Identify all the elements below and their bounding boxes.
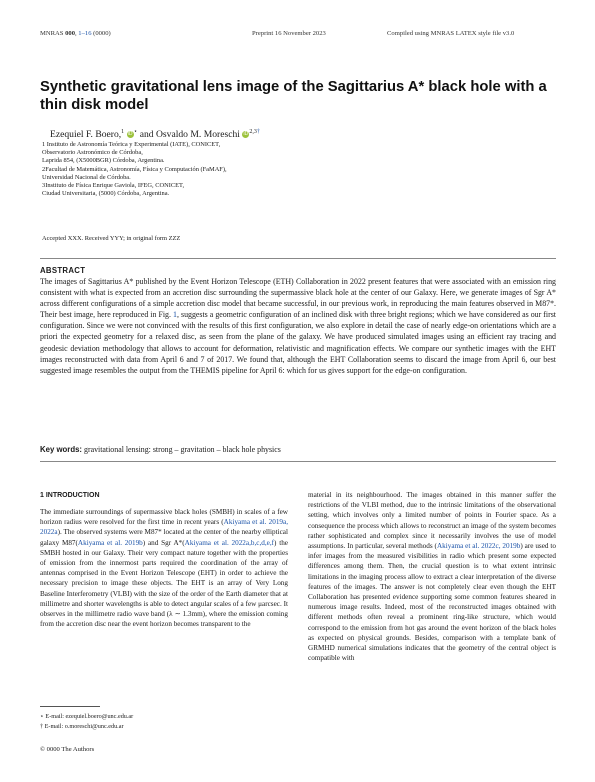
affiliation-line: Observatorio Astronómico de Córdoba, [42,149,143,157]
affiliation-line: 2Facultad de Matemática, Astronomía, Física y Computación (FaMAF), [42,165,227,173]
text-run: material in its neighbourhood. The images obtained in this manner suffer the restrictions of the VLBI method, due to the intrinsic limitations of the observational setting, which involves only a limited number of points in Fourier space. As a consequence the process which allows to reconstruct an image of the system becomes rather sophisticated and complex since it necessarily involves the use of model assumptions. In particular, several methods ( [308,491,556,551]
citation-link[interactable]: Akiyama et al. 2022c, 2019b [436,542,521,551]
abstract-body: The images of Sagittarius A* published by the Event Horizon Telescope (ETH) Collaboration in 2022 present features that were associated with an emission ring consistent with what is expected from an accretion disc surrounding the supermassive black hole at the center of our Galaxy. Here, we generate images of Sgr A* across different configurations of a simple accretion disc model that became successful, in our previous work, in reproducing the main features observed in M87*. Their best image, here reproduced in Fig. 1, suggests a geometric configuration of an inclined disk with three bright regions; which we have considered as our first configuration. Since we were not convinced with the results of this first configuration, we also explore in detail the case of nearly edge-on orientations which are a priori the expected geometry for a relaxed disc, as seen from the plane of the galaxy. We have produced simulated images using an efficient ray tracing and geodesic deviation methodology that allows to account for deformation, relativistic and magnification effects. We compare our synthetic images with the EHT images reconstructed with data from April 6 and 7 of 2017. We found that, although the EHT Collaboration seems to discard the image from April 6, our best suggested image resembles the output from the THEMIS pipeline for April 6: which for us gives support for the edge-on configuration. [40,277,556,375]
figure-link[interactable]: 1 [173,310,177,320]
affiliation-line: Laprida 854, (X5000BGR) Córdoba, Argentina. [42,157,165,165]
running-header-preprint: Preprint 16 November 2023 [252,30,326,37]
abstract-heading: ABSTRACT [40,266,86,275]
affiliation-line: 3Instituto de Física Enrique Gaviola, IFEG, CONICET, [42,182,185,190]
footnote: ⋆ E-mail: ezequiel.boero@unc.edu.ar [40,713,134,720]
citation-link[interactable]: Akiyama et al. 2019b [77,538,143,547]
text-run: ). The observed systems were M87* located at the center of the nearby elliptical galaxy M87( [40,528,288,547]
keywords: Key words: gravitational lensing: strong – gravitation – black hole physics [40,445,281,454]
paragraph [308,490,556,663]
running-header-journal: MNRAS 000, 1–16 (0000) [40,30,111,37]
copyright: © 0000 The Authors [40,746,95,753]
section-heading-introduction: 1 INTRODUCTION [40,492,100,499]
affiliation-line: Ciudad Universitaria, (5000) Córdoba, Argentina. [42,190,170,198]
affiliation-line: Universidad Nacional de Córdoba. [42,173,131,181]
text-run: ) the SMBH hosted in our Galaxy. Their very compact nature together with the properties of emission from the innermost parts required the coordination of the array of antennas comprised in the Event Horizon Telescope (EHT) in order to achieve the necessary precision to image these objects. The EHT is an array of Very Long Baseline Interferometry (VLBI) with the size of the order of the Earth diameter that at millimetre and shorter wavelengths is able to detect angular scales of a few μarcsec. It observes in the millimetre radio wave band (λ ∼ 1.3mm), where the emission coming from the accretion disc near the event horizon becomes transparent to the [40,538,288,629]
text-run: ) are used to infer images from the measured visibilities in radio which present some expected differences among them. Then, the crucial question is to what extent intrinsic limitations in the imaging process allow to extract a clear interpretation of the diverse features of the images. The answer is not completely clear even though the EHT Collaboration has presented evidence supporting some common features sheared in numerous image results. Indeed, most of the reconstructed images obtained with different methods often reveal a prominent ring-like structure, which would correspond to the emission from hot gas around the event horizon of the black holes as expected on physical grounds. Besides, comparison with a template bank of GRMHD numerical simulations indicates that the geometry of the central object is compatible with [308,542,556,663]
orcid-icon[interactable]: iD [127,131,133,138]
intro-right-column [308,490,556,663]
footnote-rule [40,706,100,707]
citation-link[interactable]: Akiyama et al. 2019a, 2022a [40,518,288,537]
divider [40,258,556,259]
paragraph [40,507,288,629]
accepted-line: Accepted XXX. Received YYY; in original form ZZZ [42,235,181,242]
affiliations [42,141,227,198]
text-run: ) and Sgr A*( [142,538,185,547]
affiliation-line: 1 Instituto de Astronomía Teórica y Experimental (IATE), CONICET, [42,141,221,148]
footnote: † E-mail: o.moreschi@unc.edu.ar [40,722,124,730]
orcid-icon[interactable]: iD [243,131,249,138]
intro-left-column [40,507,288,629]
text-run: The immediate surroundings of supermassive black holes (SMBH) in scales of a few horizon radius were resolved for the first time in recent years ( [40,508,288,527]
citation-link[interactable]: Akiyama et al. 2022a,b,c,d,e,f [184,538,275,547]
divider [40,461,556,462]
author-line: Ezequiel F. Boero,$^1$ iD⋆ and Osvaldo M. Moreschi $iD^{2,3\dagger}$ [50,129,260,141]
footnotes [40,712,133,731]
footnote-link[interactable]: † [256,129,260,135]
paper-title: Synthetic gravitational lens image of the Sagittarius A* black hole with a thin disk model [40,79,547,113]
pages-link[interactable]: 1–16 [78,30,92,37]
running-header-compiled: Compiled using MNRAS LATEX style file v3.0 [387,30,515,37]
